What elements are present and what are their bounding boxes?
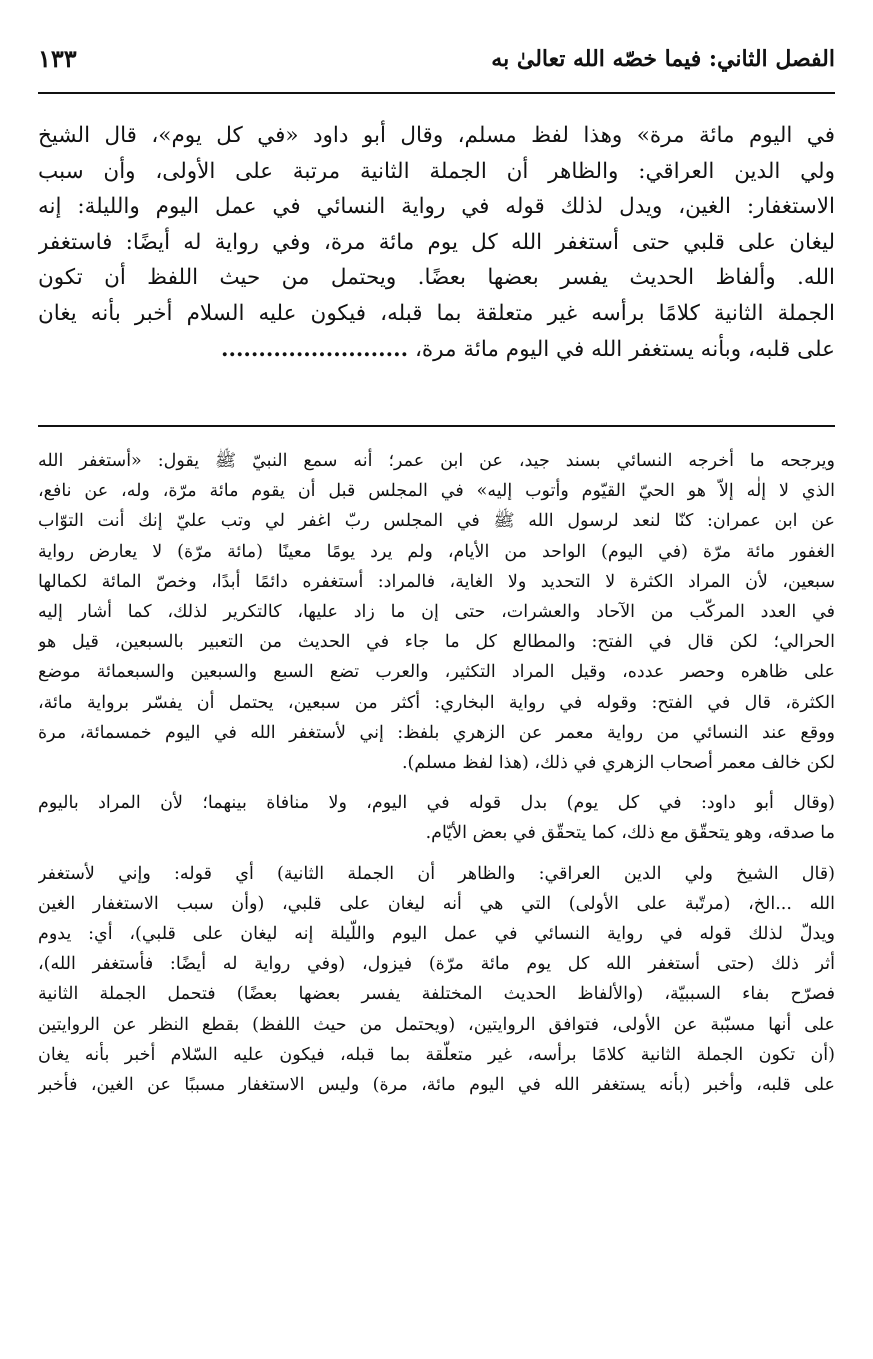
commentary-line: على أنها مسبّبة عن الأولى، فتوافق الروايتين، (ويحتمل من حيث اللفظ) بقطع النظر عن الروايتين [38, 1014, 835, 1035]
main-text-line: ليغان على قلبي حتى أستغفر الله كل يوم مائة مرة، وفي رواية له أيضًا: فاستغفر [38, 229, 835, 255]
commentary-line: الغفور مائة مرّة (في اليوم) الواحد من الأيام، ولم يرد يومًا معينًا (مائة مرّة) لا يعارض رواية [38, 541, 835, 562]
main-text-line: الله. وألفاظ الحديث يفسر بعضها بعضًا. ويحتمل من حيث اللفظ أن تكون [38, 265, 835, 291]
commentary-line: لكن خالف معمر أصحاب الزهري في ذلك، (هذا لفظ مسلم). [401, 753, 835, 774]
section-divider [38, 425, 835, 427]
commentary-line: ما صدقه، وهو يتحقّق مع ذلك، كما يتحقّق في بعض الأيّام. [425, 823, 835, 844]
commentary-text [38, 446, 835, 1110]
continuation-dots: ......................... [220, 336, 409, 362]
main-text-line: ولي الدين العراقي: والظاهر أن الجملة الثانية مرتبة على الأولى، وأن سبب [38, 158, 835, 184]
commentary-line: عن ابن عمران: كنّا لنعد لرسول الله ﷺ في المجلس ربّ اغفر لي وتب عليّ إنك أنت التوّاب [38, 511, 835, 532]
commentary-paragraph [38, 859, 835, 1101]
commentary-line: (قال الشيخ ولي الدين العراقي: والظاهر أن الجملة الثانية) أي قوله: وإني لأستغفر [38, 863, 835, 884]
main-text [38, 118, 835, 367]
chapter-title: الفصل الثاني: فيما خصّه الله تعالىٰ به [491, 46, 835, 72]
page-number: ١٣٣ [38, 44, 77, 73]
commentary-line: فصرّح بفاء السببيّة، (والألفاظ الحديث المختلفة يفسر بعضها بعضًا) فتحمل الجملة الثانية [38, 984, 835, 1005]
commentary-line: سبعين، لأن المراد الكثرة لا التحديد ولا الغاية، فالمراد: أستغفره دائمًا أبدًا، وخصّ المائة لكمالها [38, 571, 835, 592]
commentary-line: ووقع عند النسائي من رواية معمر عن الزهري بلفظ: إني لأستغفر الله في اليوم خمسمائة، مرة [38, 722, 835, 743]
page-header [38, 42, 835, 94]
commentary-line: الله ...الخ، (مرتّبة على الأولى) التي هي أنه ليغان على قلبي، (وأن سبب الاستغفار الغين [38, 893, 835, 914]
commentary-line: (أن تكون الجملة الثانية كلامًا برأسه، غير متعلّقة بما قبله، فيكون عليه السّلام أخبر بأنه يغان [38, 1044, 835, 1065]
main-text-line: في اليوم مائة مرة» وهذا لفظ مسلم، وقال أبو داود «في كل يوم»، قال الشيخ [38, 123, 835, 148]
commentary-line: على ظاهره وحصر عدده، وقيل المراد التكثير، والعرب تضع السبع والسبعين والسبعمائة موضع [38, 662, 835, 683]
main-text-line: الجملة الثانية كلامًا برأسه غير متعلقة بما قبله، فيكون عليه السلام أخبر بأنه يغان [38, 300, 835, 326]
commentary-paragraph [38, 446, 835, 778]
main-text-line: الاستغفار: الغين، ويدل لذلك قوله في رواية النسائي في عمل اليوم والليلة: إنه [38, 194, 835, 220]
commentary-line: الذي لا إلٰه إلاّ هو الحيّ القيّوم وأتوب إليه» في المجلس قبل أن يقوم مائة مرّة، وله، عن نافع، [38, 481, 835, 502]
commentary-line: الكثرة، قال في الفتح: وقوله في رواية البخاري: أكثر من سبعين، يحتمل أن يفسّر برواية مائة، [38, 692, 835, 713]
main-text-last-phrase: على قلبه، وبأنه يستغفر الله في اليوم مائة مرة، [414, 336, 835, 362]
main-text-line [38, 332, 835, 368]
commentary-line: الحرالي؛ لكن قال في الفتح: والمطالع كل ما جاء في الحديث من التعبير بالسبعين، قيل هو [38, 632, 835, 653]
commentary-line: أثر ذلك (حتى أستغفر الله كل يوم مائة مرّة) فيزول، (وفي رواية له أيضًا: فأستغفر الله)، [38, 954, 835, 975]
commentary-line: (وقال أبو داود: في كل يوم) بدل قوله في اليوم، ولا منافاة بينهما؛ لأن المراد باليوم [38, 793, 835, 814]
commentary-paragraph [38, 788, 835, 848]
commentary-line: ويدلّ لذلك قوله في رواية النسائي في عمل اليوم واللّيلة إنه ليغان على قلبي)، أي: يدوم [38, 924, 835, 945]
commentary-line: ويرجحه ما أخرجه النسائي بسند جيد، عن ابن عمر؛ أنه سمع النبيّ ﷺ يقول: «أستغفر الله [38, 451, 835, 471]
commentary-line: في العدد المركّب من الآحاد والعشرات، حتى إن ما زاد عليها، كالتكرير لذلك، كما أشار إليه [38, 602, 835, 623]
commentary-line: على قلبه، وأخبر (بأنه يستغفر الله في اليوم مائة، مرة) وليس الاستغفار مسببًا عن الغين، فأخبر [38, 1075, 835, 1096]
